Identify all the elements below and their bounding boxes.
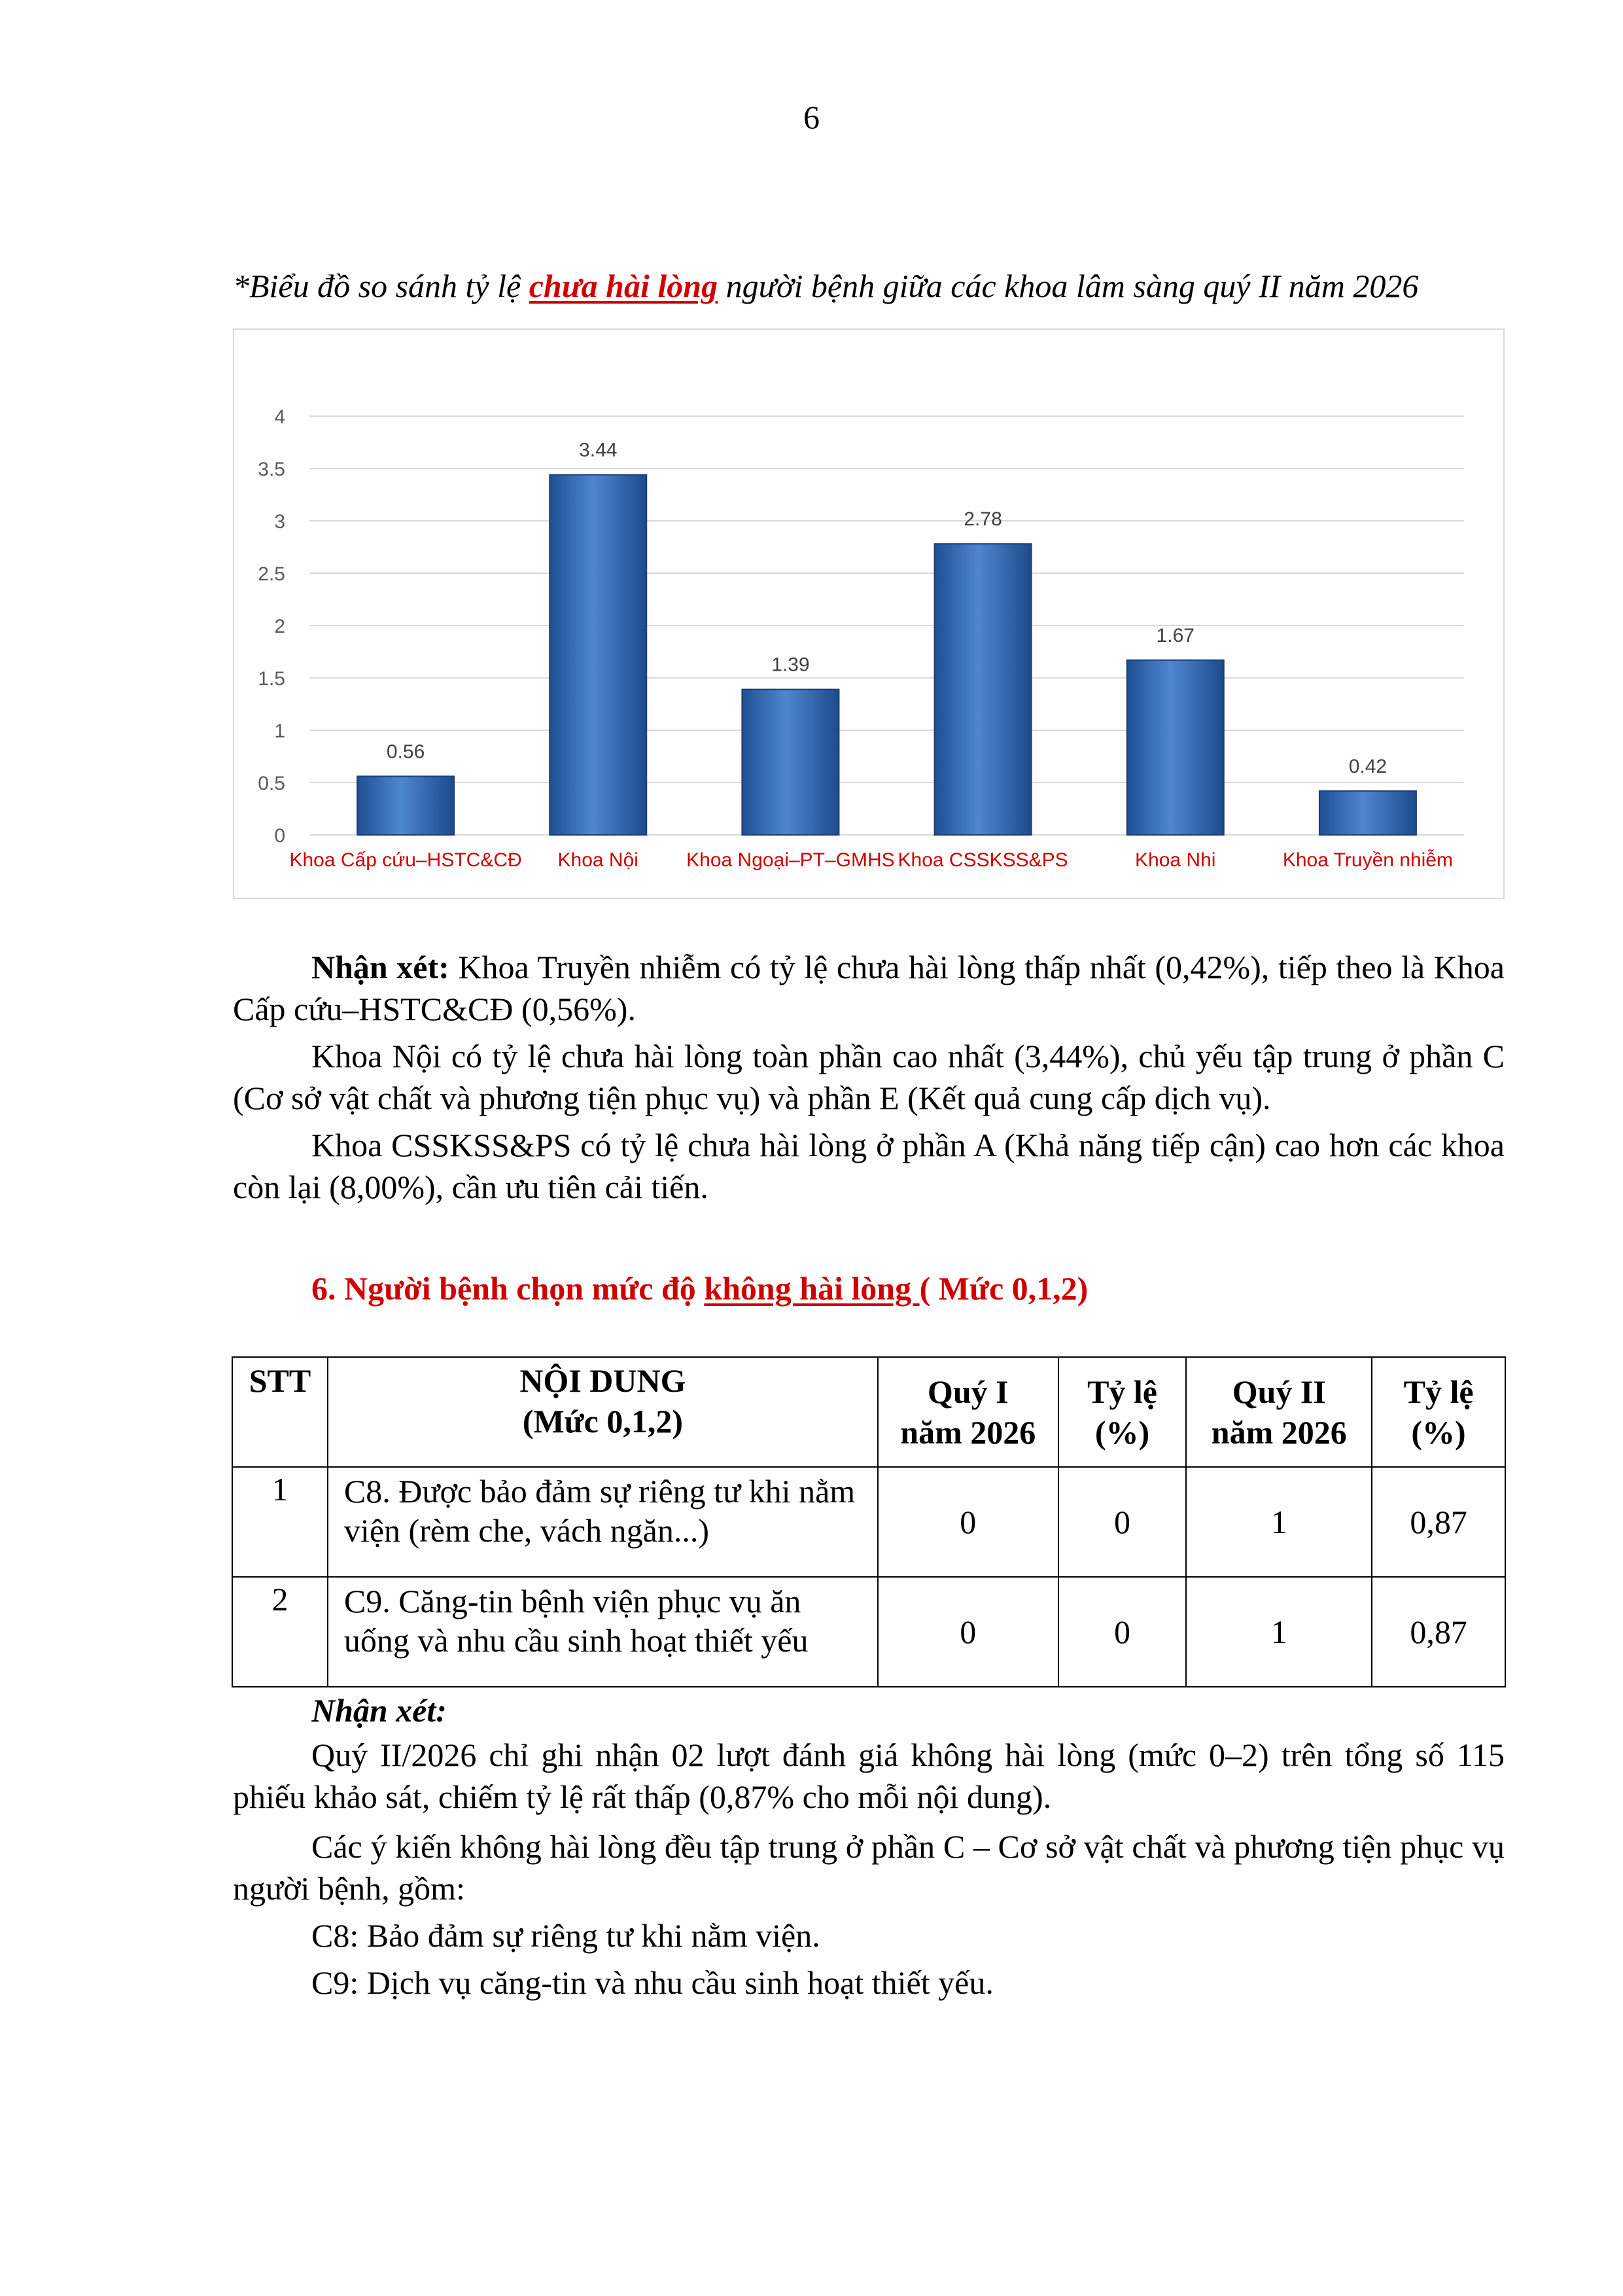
remark-paragraph-2 [233,1035,1505,1119]
remark-2-paragraph-1 [233,1734,1505,1818]
x-category-label: Khoa CSSKSS&PS [898,849,1068,871]
row-q1: 0 [878,1467,1058,1577]
remark-label: Nhận xét: [311,949,449,985]
row-rate-q1: 0 [1058,1467,1187,1577]
header-q1: Quý I năm 2026 [878,1357,1058,1467]
table-header-row [232,1357,1505,1467]
bar-value-label: 0.42 [1348,755,1387,777]
bar-value-label: 2.78 [964,508,1002,531]
remark-text-2: Khoa Nội có tỷ lệ chưa hài lòng toàn phần cao nhất (3,44%), chủ yếu tập trung ở phần C (Cơ sở vật chất và phương tiện phục vụ) và phần E (Kết quả cung cấp dịch vụ). [233,1038,1505,1116]
dissatisfaction-table [232,1356,1506,1687]
y-tick-label: 2 [274,616,285,637]
remark-2-text-3: C8: Bảo đảm sự riêng tư khi nằm viện. [311,1917,820,1954]
y-tick-label: 1 [274,720,285,742]
row-stt: 2 [232,1577,328,1687]
remark-2-paragraph-3 [233,1915,1505,1956]
bar [1319,791,1416,835]
row-q2: 1 [1186,1577,1372,1687]
table-row [232,1577,1505,1687]
bar-value-label: 0.56 [386,741,425,763]
bar [1127,660,1224,835]
x-category-label: Khoa Nhi [1135,849,1216,871]
bar-value-label: 1.39 [771,654,810,676]
row-rate-q2: 0,87 [1372,1467,1505,1577]
remark-paragraph-1 [233,946,1505,1030]
remark-text-3: Khoa CSSKSS&PS có tỷ lệ chưa hài lòng ở phần A (Khả năng tiếp cận) cao hơn các khoa còn lại (8,00%), cần ưu tiên cải tiến. [233,1127,1505,1205]
header-q2: Quý II năm 2026 [1186,1357,1372,1467]
remark-text-1: Khoa Truyền nhiễm có tỷ lệ chưa hài lòng thấp nhất (0,42%), tiếp theo là Khoa Cấp cứu–HSTC&CĐ (0,56%). [233,949,1505,1027]
chart-frame [233,328,1505,899]
section-heading-underlined: không hài lòng [704,1270,920,1307]
row-content: C9. Căng-tin bệnh viện phục vụ ăn uống và nhu cầu sinh hoạt thiết yếu [328,1577,878,1687]
chart-caption [233,267,1515,305]
x-category-label: Khoa Ngoại–PT–GMHS [686,849,895,871]
y-tick-label: 3 [274,511,285,533]
page-number: 6 [803,99,820,135]
y-tick-label: 3.5 [258,459,285,480]
y-tick-label: 0.5 [258,773,285,794]
x-category-label: Khoa Cấp cứu–HSTC&CĐ [289,849,522,871]
chart-caption-emphasis: chưa hài lòng [529,268,718,304]
y-tick-label: 0 [274,825,285,847]
remark-paragraph-3 [233,1124,1505,1208]
chart-caption-suffix: người bệnh giữa các khoa lâm sàng quý II năm 2026 [718,268,1419,304]
remark-2-paragraph-2 [233,1826,1505,1909]
x-category-label: Khoa Truyền nhiễm [1282,849,1453,871]
bar-value-label: 1.67 [1156,624,1195,646]
row-content: C8. Được bảo đảm sự riêng tư khi nằm viện (rèm che, vách ngăn...) [328,1467,878,1577]
bar [357,776,454,835]
bar [935,544,1032,835]
row-stt: 1 [232,1467,328,1577]
remark-2-paragraph-4 [233,1962,1505,2004]
remark-2-text-1: Quý II/2026 chỉ ghi nhận 02 lượt đánh giá không hài lòng (mức 0–2) trên tổng số 115 phiếu khảo sát, chiếm tỷ lệ rất thấp (0,87% cho mỗi nội dung). [233,1737,1505,1815]
remark-2-title: Nhận xét: [311,1692,447,1729]
table-row [232,1467,1505,1577]
bar [742,690,839,835]
remark-2-text-2: Các ý kiến không hài lòng đều tập trung ở phần C – Cơ sở vật chất và phương tiện phục vụ người bệnh, gồm: [233,1828,1505,1907]
x-category-label: Khoa Nội [557,849,638,871]
header-rate-q2: Tỷ lệ (%) [1372,1357,1505,1467]
bar-value-label: 3.44 [579,439,618,461]
header-rate-q1: Tỷ lệ (%) [1058,1357,1187,1467]
row-q1: 0 [878,1577,1058,1687]
header-stt: STT [232,1357,328,1467]
row-rate-q2: 0,87 [1372,1577,1505,1687]
bar [550,475,646,835]
y-tick-label: 4 [274,406,285,428]
section-heading-prefix: 6. Người bệnh chọn mức độ [311,1270,705,1307]
bar-chart [234,330,1503,898]
row-rate-q1: 0 [1058,1577,1187,1687]
chart-caption-prefix: *Biểu đồ so sánh tỷ lệ [233,268,529,304]
row-q2: 1 [1186,1467,1372,1577]
section-6-heading [311,1269,1088,1307]
header-content: NỘI DUNG (Mức 0,1,2) [328,1357,878,1467]
y-tick-label: 2.5 [258,563,285,585]
section-heading-suffix: ( Mức 0,1,2) [919,1270,1089,1307]
remark-2-text-4: C9: Dịch vụ căng-tin và nhu cầu sinh hoạt thiết yếu. [311,1964,994,2001]
y-tick-label: 1.5 [258,668,285,690]
